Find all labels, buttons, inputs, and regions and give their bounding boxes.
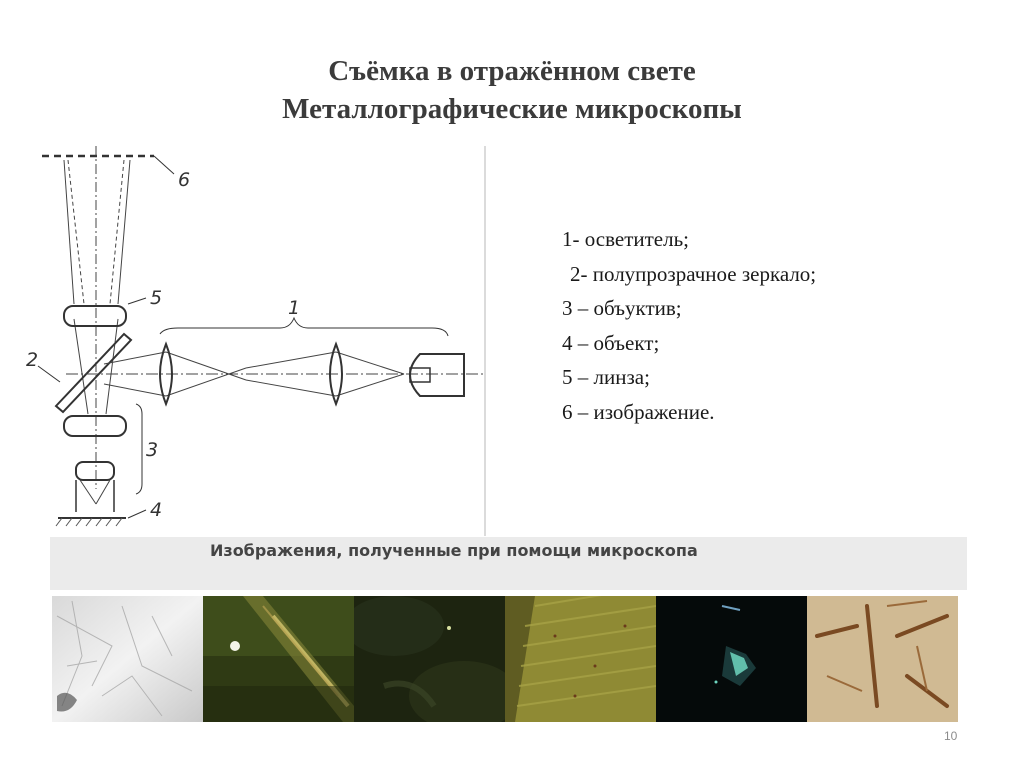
diagram-label-6: 6 (178, 169, 191, 191)
banner-caption: Изображения, полученные при помощи микроскопа (210, 541, 698, 560)
diagram-label-2: 2 (26, 349, 39, 371)
title-line-1: Съёмка в отражённом свете (328, 55, 696, 87)
diagram-label-3: 3 (146, 439, 159, 461)
micrograph-3 (354, 596, 505, 722)
slide-title (0, 52, 1024, 128)
title-line-2: Металлографические микроскопы (282, 93, 742, 125)
microscope-optical-diagram (18, 144, 488, 536)
micrograph-6 (807, 596, 958, 722)
illuminator-lamp (410, 354, 464, 396)
legend-item: 1- осветитель; (562, 227, 690, 251)
micrograph-2 (203, 596, 354, 722)
objective-lower (76, 462, 114, 512)
legend-item: 5 – линза; (562, 365, 650, 389)
page-number: 10 (944, 729, 958, 743)
micrograph-4 (505, 596, 656, 722)
objective-lens-upper (64, 416, 126, 436)
image-plane (42, 156, 174, 174)
legend-item: 6 – изображение. (562, 399, 715, 424)
diagram-label-4: 4 (150, 499, 163, 521)
object-stage (56, 510, 146, 526)
half-mirror (38, 334, 131, 412)
diagram-label-5: 5 (150, 287, 163, 309)
legend-item: 4 – объект; (562, 330, 660, 355)
lens-5 (64, 306, 126, 326)
legend-item: 3 – объуктив; (562, 296, 682, 320)
micrograph-strip (52, 596, 958, 722)
micrograph-5 (656, 596, 807, 722)
micrograph-1 (52, 596, 203, 722)
micrographs-banner (50, 537, 967, 590)
legend-list (562, 222, 816, 429)
diagram-label-1: 1 (288, 297, 301, 319)
legend-item: 2- полупрозрачное зеркало; (570, 261, 817, 286)
